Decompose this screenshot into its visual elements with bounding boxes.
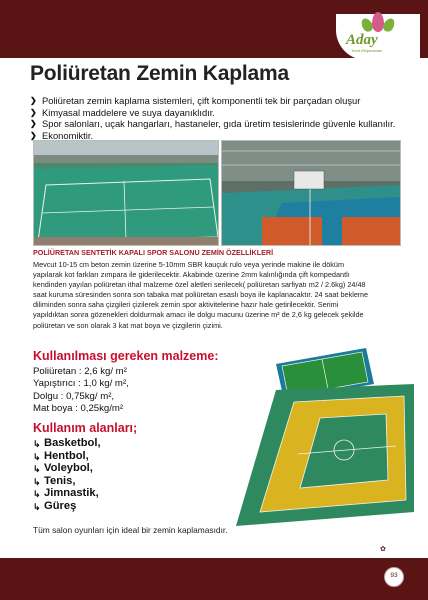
paragraph-line: diliminden sonra saha çizgileri çizilerek zemin spor aktivitelerine hazır hale getirilecektir. Serimi	[33, 300, 339, 310]
brand-tagline: Kent Ekipmanları	[352, 48, 383, 53]
usage-area-item: ↳ Jimnastik,	[33, 487, 101, 500]
paragraph-line: kendinden yayılan poliüretan ithal malzeme özel aletleri serilecek( poliüretan sarfiyatı m2 / 2.6kg) 24/48	[33, 280, 366, 290]
brand-name: Aday	[346, 32, 378, 48]
material-item: Mat boya : 0,25kg/m²	[33, 402, 124, 414]
paragraph-line: yapılarak kot farkları zımpara ile giderilecektir. Akabinde üzerine 2mm kalınlığında çift kompedantlı	[33, 270, 350, 280]
brand-logo	[336, 14, 420, 60]
court-render-large-image	[236, 384, 414, 526]
outdoor-court-photo	[33, 140, 219, 246]
paragraph-line: yapıldıktan sonra gözenekleri doldurmak amacı ile dolgu macunu üzerine m² de 2,6 kg gelecek şekilde	[33, 310, 364, 320]
page-number: 93	[390, 572, 398, 579]
closing-note: Tüm salon oyunları için ideal bir zemin kaplamasıdır.	[33, 525, 228, 535]
feature-item: ❯ Ekonomiktir.	[30, 130, 410, 142]
usage-area-item: ↳ Voleybol,	[33, 462, 101, 475]
logo-petal-pink	[372, 12, 384, 32]
material-item: Poliüretan : 2,6 kg/ m²	[33, 366, 127, 377]
usage-area-item: ↳ Güreş	[33, 500, 101, 513]
indoor-hall-photo	[221, 140, 401, 246]
feature-list	[30, 95, 410, 141]
areas-heading: Kullanım alanları;	[33, 421, 138, 435]
court-render-large	[236, 384, 414, 526]
corner-logo-icon: ✿	[380, 546, 386, 553]
usage-areas-list	[33, 437, 101, 513]
material-item: Yapıştırıcı : 1,0 kg/ m²,	[33, 378, 129, 390]
material-item: Dolgu : 0,75kg/ m²,	[33, 390, 115, 402]
paragraph-line: saat kuruma süresinden sonra son tabaka mat poliüretan esaslı boya ile kaplanacaktır. 24 saat bekleme	[33, 290, 369, 300]
usage-area-item: ↳ Tenis,	[33, 475, 101, 488]
outdoor-court-image	[34, 141, 218, 245]
section-subtitle: POLİÜRETAN SENTETİK KAPALI SPOR SALONU ZEMİN ÖZELLİKLERİ	[33, 248, 274, 257]
description-paragraph	[33, 260, 413, 331]
page-number-badge	[384, 567, 404, 587]
page-title: Poliüretan Zemin Kaplama	[30, 62, 289, 85]
paragraph-line: Mevcut 10-15 cm beton zemin üzerine 5-10mm SBR kauçuk rulo veya yerinde makine ile döküm	[33, 260, 345, 269]
feature-item: ❯ Spor salonları, uçak hangarları, hastaneler, gıda üretim tesislerinde güvenle kullanılır.	[30, 118, 410, 130]
usage-area-item: ↳ Hentbol,	[33, 450, 101, 463]
indoor-hall-image	[222, 141, 400, 245]
materials-heading: Kullanılması gereken malzeme:	[33, 349, 219, 363]
feature-item: ❯ Kimyasal maddelere ve suya dayanıklıdır.	[30, 107, 410, 119]
footer-band	[0, 558, 428, 600]
paragraph-line: poliüretan ve son olarak 3 kat mat boya ve çizgilerin çizimi.	[33, 320, 223, 330]
materials-list	[33, 366, 129, 415]
feature-item: ❯ Poliüretan zemin kaplama sistemleri, çift komponentli tek bir parçadan oluşur	[30, 95, 410, 107]
usage-area-item: ↳ Basketbol,	[33, 437, 101, 450]
